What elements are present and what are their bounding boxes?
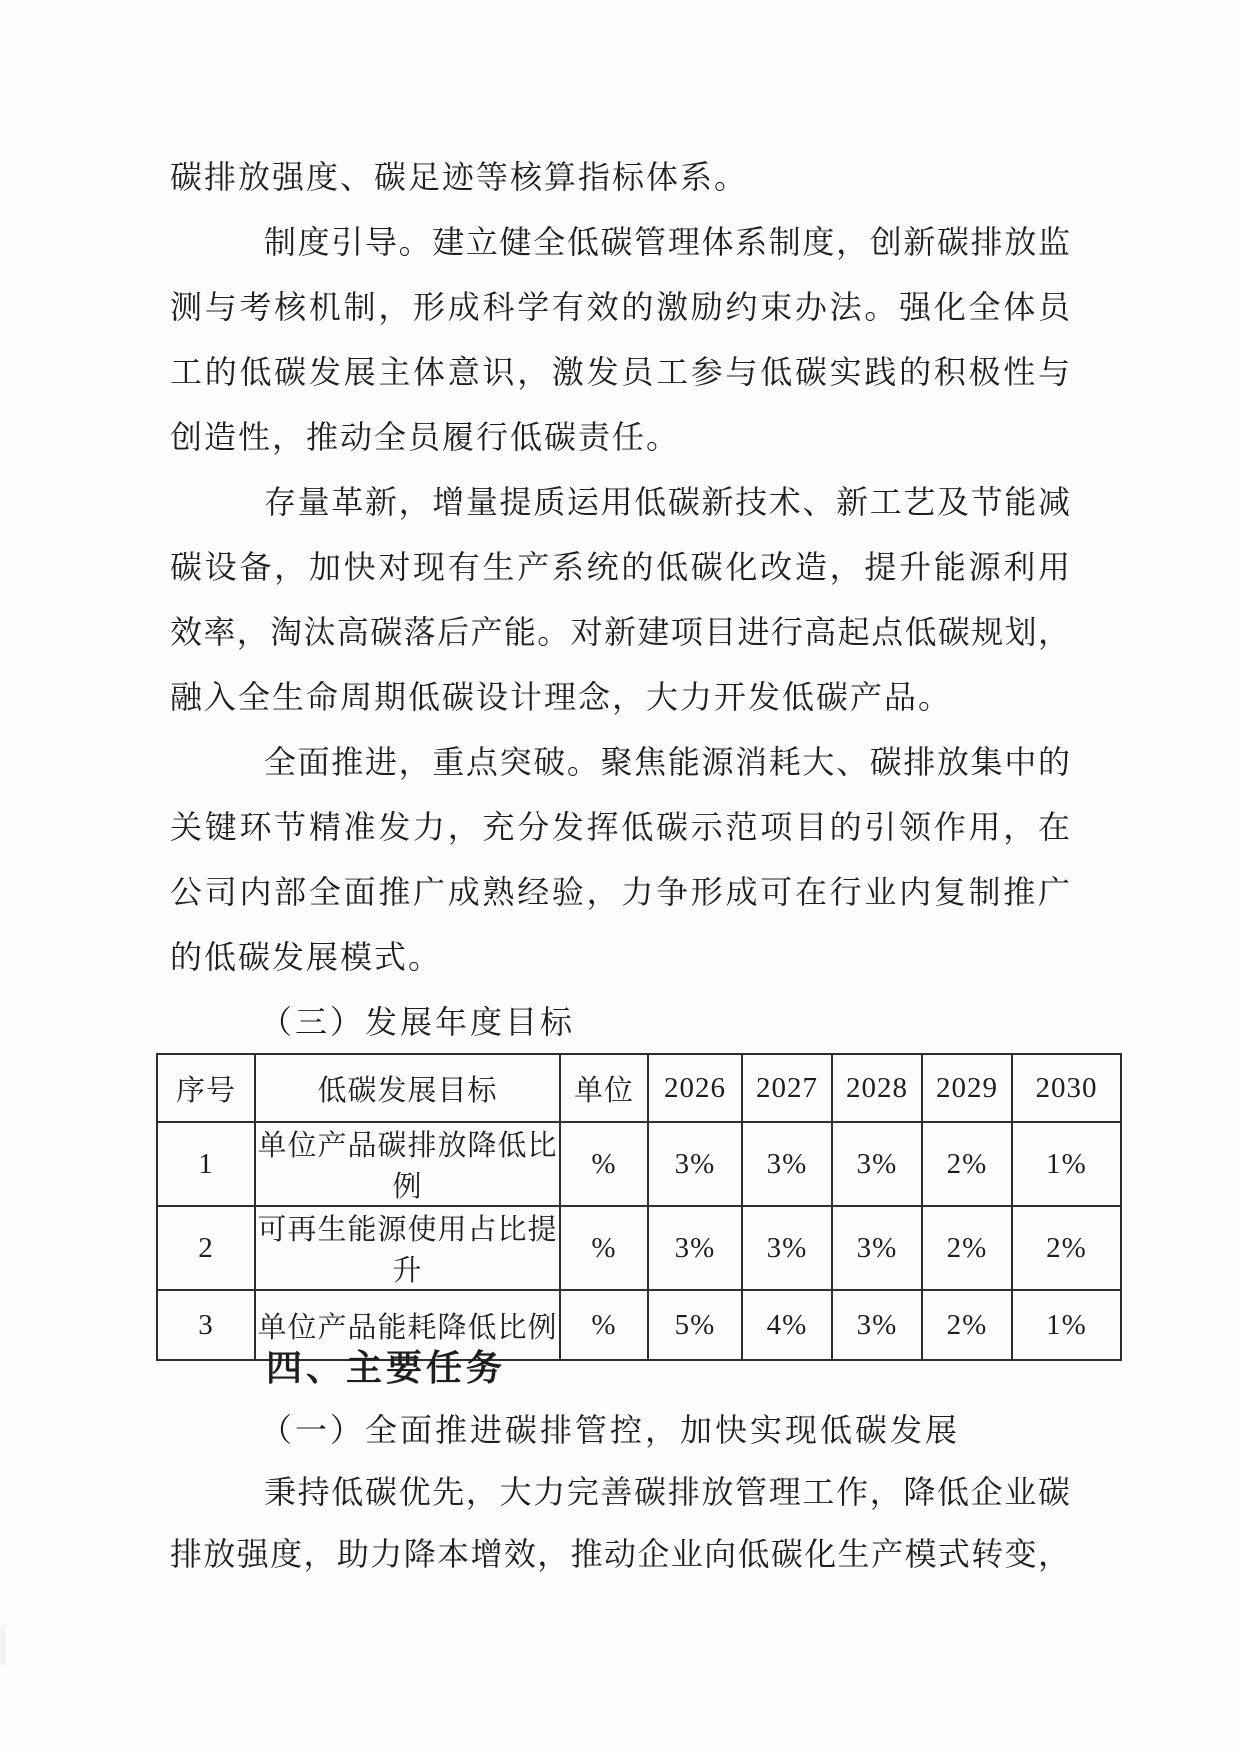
body-line: 效率，淘汰高碳落后产能。对新建项目进行高起点低碳规划， bbox=[170, 614, 1070, 650]
table-row bbox=[157, 1206, 1121, 1290]
table-cell: 4% bbox=[742, 1290, 832, 1360]
table-cell: 3% bbox=[832, 1122, 922, 1206]
table-cell: 3% bbox=[742, 1122, 832, 1206]
body-line: 排放强度，助力降本增效，推动企业向低碳化生产模式转变， bbox=[170, 1536, 1070, 1572]
table-cell: 3% bbox=[832, 1206, 922, 1290]
body-line: 碳排放强度、碳足迹等核算指标体系。 bbox=[170, 159, 749, 195]
body-line: 存量革新，增量提质运用低碳新技术、新工艺及节能减 bbox=[264, 484, 1070, 520]
table-cell: 2% bbox=[1012, 1206, 1121, 1290]
tasks-text-block bbox=[170, 1337, 1070, 1585]
table-cell: 2% bbox=[922, 1206, 1012, 1290]
table-cell: 2% bbox=[922, 1122, 1012, 1206]
body-line: 碳设备，加快对现有生产系统的低碳化改造，提升能源利用 bbox=[170, 549, 1070, 585]
body-line: 的低碳发展模式。 bbox=[170, 939, 443, 975]
body-line: 融入全生命周期低碳设计理念，大力开发低碳产品。 bbox=[170, 679, 953, 715]
table-header-row bbox=[157, 1054, 1121, 1122]
table-cell: % bbox=[560, 1290, 648, 1360]
table-cell: 3 bbox=[157, 1290, 255, 1360]
table-header-cell: 2027 bbox=[742, 1054, 832, 1122]
section4-sub-heading: （一）全面推进碳排管控，加快实现低碳发展 bbox=[260, 1412, 961, 1448]
table-cell: 单位产品能耗降低比例 bbox=[255, 1290, 560, 1360]
table-cell: 3% bbox=[742, 1206, 832, 1290]
table-cell: 1 bbox=[157, 1122, 255, 1206]
table-header-cell: 2030 bbox=[1012, 1054, 1121, 1122]
scan-artifact bbox=[0, 1625, 6, 1665]
body-line: 全面推进，重点突破。聚焦能源消耗大、碳排放集中的 bbox=[264, 744, 1070, 780]
table-header-cell: 低碳发展目标 bbox=[255, 1054, 560, 1122]
table-cell: 1% bbox=[1012, 1122, 1121, 1206]
table-header-cell: 2026 bbox=[648, 1054, 742, 1122]
body-line: 创造性，推动全员履行低碳责任。 bbox=[170, 419, 681, 455]
body-text-block bbox=[170, 145, 1070, 1055]
table-cell: 3% bbox=[832, 1290, 922, 1360]
table-cell: 2% bbox=[922, 1290, 1012, 1360]
table-cell: 2 bbox=[157, 1206, 255, 1290]
section3-heading: （三）发展年度目标 bbox=[260, 1004, 576, 1040]
body-line: 秉持低碳优先，大力完善碳排放管理工作，降低企业碳 bbox=[264, 1474, 1070, 1510]
table-header-cell: 序号 bbox=[157, 1054, 255, 1122]
table-cell: 3% bbox=[648, 1206, 742, 1290]
body-line: 公司内部全面推广成熟经验，力争形成可在行业内复制推广 bbox=[170, 874, 1070, 910]
table-row bbox=[157, 1122, 1121, 1206]
table-cell: 1% bbox=[1012, 1290, 1121, 1360]
table-cell: 5% bbox=[648, 1290, 742, 1360]
body-line: 制度引导。建立健全低碳管理体系制度，创新碳排放监 bbox=[264, 224, 1070, 260]
table-cell: 3% bbox=[648, 1122, 742, 1206]
annual-goals-table bbox=[156, 1053, 1122, 1361]
table-cell: % bbox=[560, 1206, 648, 1290]
table-header-cell: 2029 bbox=[922, 1054, 1012, 1122]
table-cell: 单位产品碳排放降低比例 bbox=[255, 1122, 560, 1206]
body-line: 关键环节精准发力，充分发挥低碳示范项目的引领作用，在 bbox=[170, 809, 1070, 845]
body-line: 测与考核机制，形成科学有效的激励约束办法。强化全体员 bbox=[170, 289, 1070, 325]
section4-heading: 四、主要任务 bbox=[266, 1348, 507, 1388]
body-line: 工的低碳发展主体意识，激发员工参与低碳实践的积极性与 bbox=[170, 354, 1070, 390]
table-cell: % bbox=[560, 1122, 648, 1206]
table-cell: 可再生能源使用占比提升 bbox=[255, 1206, 560, 1290]
table-header-cell: 2028 bbox=[832, 1054, 922, 1122]
table-header-cell: 单位 bbox=[560, 1054, 648, 1122]
